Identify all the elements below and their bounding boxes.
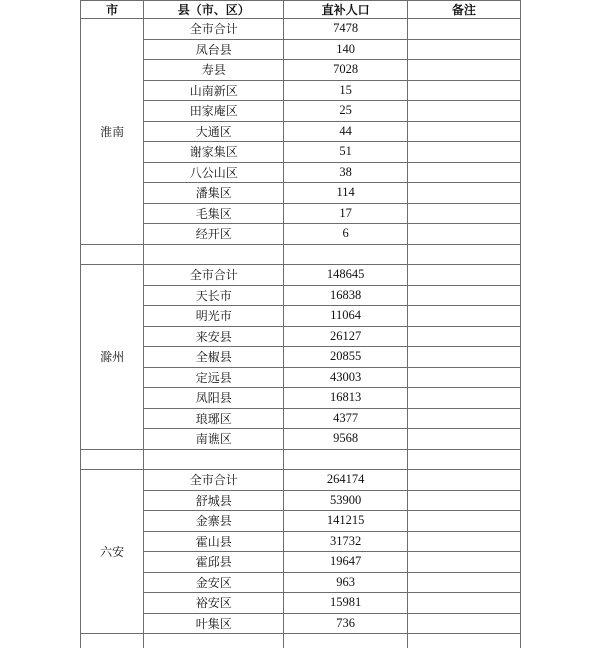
table-row (81, 306, 521, 327)
county-cell: 谢家集区 (144, 142, 284, 163)
table-row (81, 101, 521, 122)
note-cell (407, 326, 520, 347)
note-cell (407, 285, 520, 306)
empty-cell (284, 449, 407, 470)
population-cell: 20855 (284, 347, 407, 368)
note-cell (407, 80, 520, 101)
city-cell: 滁州 (81, 265, 144, 450)
population-cell: 16838 (284, 285, 407, 306)
population-cell: 43003 (284, 367, 407, 388)
table-row (81, 39, 521, 60)
table-row (81, 121, 521, 142)
separator-row (81, 244, 521, 265)
empty-cell (407, 449, 520, 470)
table-row (81, 429, 521, 450)
population-cell: 7028 (284, 60, 407, 81)
table-row (81, 19, 521, 40)
header-population: 直补人口 (284, 1, 407, 19)
header-row (81, 1, 521, 19)
table-row (81, 285, 521, 306)
note-cell (407, 531, 520, 552)
empty-cell (81, 244, 144, 265)
population-cell: 51 (284, 142, 407, 163)
separator-row (81, 449, 521, 470)
county-cell: 舒城县 (144, 490, 284, 511)
table-row (81, 80, 521, 101)
county-cell: 田家庵区 (144, 101, 284, 122)
county-cell: 寿县 (144, 60, 284, 81)
note-cell (407, 552, 520, 573)
county-cell: 全市合计 (144, 265, 284, 286)
table-row (81, 531, 521, 552)
population-cell: 11064 (284, 306, 407, 327)
empty-cell (407, 634, 520, 649)
note-cell (407, 593, 520, 614)
note-cell (407, 19, 520, 40)
table-row (81, 347, 521, 368)
empty-cell (144, 244, 284, 265)
population-cell: 44 (284, 121, 407, 142)
note-cell (407, 388, 520, 409)
note-cell (407, 490, 520, 511)
population-cell: 963 (284, 572, 407, 593)
county-cell: 天长市 (144, 285, 284, 306)
note-cell (407, 347, 520, 368)
note-cell (407, 162, 520, 183)
county-cell: 八公山区 (144, 162, 284, 183)
population-cell: 6 (284, 224, 407, 245)
county-cell: 潘集区 (144, 183, 284, 204)
county-cell: 金安区 (144, 572, 284, 593)
population-cell: 17 (284, 203, 407, 224)
population-cell: 38 (284, 162, 407, 183)
county-cell: 定远县 (144, 367, 284, 388)
table-row (81, 408, 521, 429)
table-row (81, 552, 521, 573)
empty-cell (284, 244, 407, 265)
note-cell (407, 101, 520, 122)
population-cell: 19647 (284, 552, 407, 573)
note-cell (407, 39, 520, 60)
county-cell: 琅琊区 (144, 408, 284, 429)
population-cell: 7478 (284, 19, 407, 40)
county-cell: 山南新区 (144, 80, 284, 101)
separator-row (81, 634, 521, 649)
county-cell: 叶集区 (144, 613, 284, 634)
empty-cell (284, 634, 407, 649)
county-cell: 经开区 (144, 224, 284, 245)
note-cell (407, 306, 520, 327)
note-cell (407, 572, 520, 593)
population-cell: 736 (284, 613, 407, 634)
table-row (81, 572, 521, 593)
note-cell (407, 470, 520, 491)
population-cell: 4377 (284, 408, 407, 429)
note-cell (407, 367, 520, 388)
city-cell: 六安 (81, 470, 144, 634)
population-cell: 26127 (284, 326, 407, 347)
note-cell (407, 429, 520, 450)
county-cell: 霍山县 (144, 531, 284, 552)
table-row (81, 265, 521, 286)
note-cell (407, 142, 520, 163)
note-cell (407, 121, 520, 142)
population-cell: 114 (284, 183, 407, 204)
county-cell: 大通区 (144, 121, 284, 142)
population-cell: 141215 (284, 511, 407, 532)
county-cell: 霍邱县 (144, 552, 284, 573)
population-cell: 53900 (284, 490, 407, 511)
note-cell (407, 60, 520, 81)
county-cell: 全市合计 (144, 470, 284, 491)
table-row (81, 326, 521, 347)
empty-cell (81, 449, 144, 470)
header-county: 县（市、区） (144, 1, 284, 19)
table-row (81, 367, 521, 388)
note-cell (407, 511, 520, 532)
table-row (81, 183, 521, 204)
table-row (81, 162, 521, 183)
table-row (81, 470, 521, 491)
table-row (81, 388, 521, 409)
population-cell: 31732 (284, 531, 407, 552)
population-cell: 9568 (284, 429, 407, 450)
population-cell: 148645 (284, 265, 407, 286)
county-cell: 全市合计 (144, 19, 284, 40)
empty-cell (144, 634, 284, 649)
note-cell (407, 613, 520, 634)
note-cell (407, 224, 520, 245)
city-cell: 淮南 (81, 19, 144, 245)
table-row (81, 142, 521, 163)
population-cell: 25 (284, 101, 407, 122)
population-cell: 16813 (284, 388, 407, 409)
table-row (81, 511, 521, 532)
county-cell: 明光市 (144, 306, 284, 327)
note-cell (407, 408, 520, 429)
county-cell: 金寨县 (144, 511, 284, 532)
header-city: 市 (81, 1, 144, 19)
county-cell: 全椒县 (144, 347, 284, 368)
population-cell: 15981 (284, 593, 407, 614)
table-row (81, 60, 521, 81)
county-cell: 毛集区 (144, 203, 284, 224)
empty-cell (144, 449, 284, 470)
table-row (81, 490, 521, 511)
note-cell (407, 183, 520, 204)
population-cell: 140 (284, 39, 407, 60)
table-row (81, 203, 521, 224)
note-cell (407, 265, 520, 286)
county-cell: 凤台县 (144, 39, 284, 60)
table-row (81, 224, 521, 245)
table-row (81, 593, 521, 614)
table-body (81, 19, 521, 649)
table-row (81, 613, 521, 634)
county-cell: 凤阳县 (144, 388, 284, 409)
header-note: 备注 (407, 1, 520, 19)
population-cell: 15 (284, 80, 407, 101)
population-table (80, 0, 521, 648)
note-cell (407, 203, 520, 224)
empty-cell (407, 244, 520, 265)
county-cell: 南谯区 (144, 429, 284, 450)
county-cell: 来安县 (144, 326, 284, 347)
population-cell: 264174 (284, 470, 407, 491)
empty-cell (81, 634, 144, 649)
county-cell: 裕安区 (144, 593, 284, 614)
